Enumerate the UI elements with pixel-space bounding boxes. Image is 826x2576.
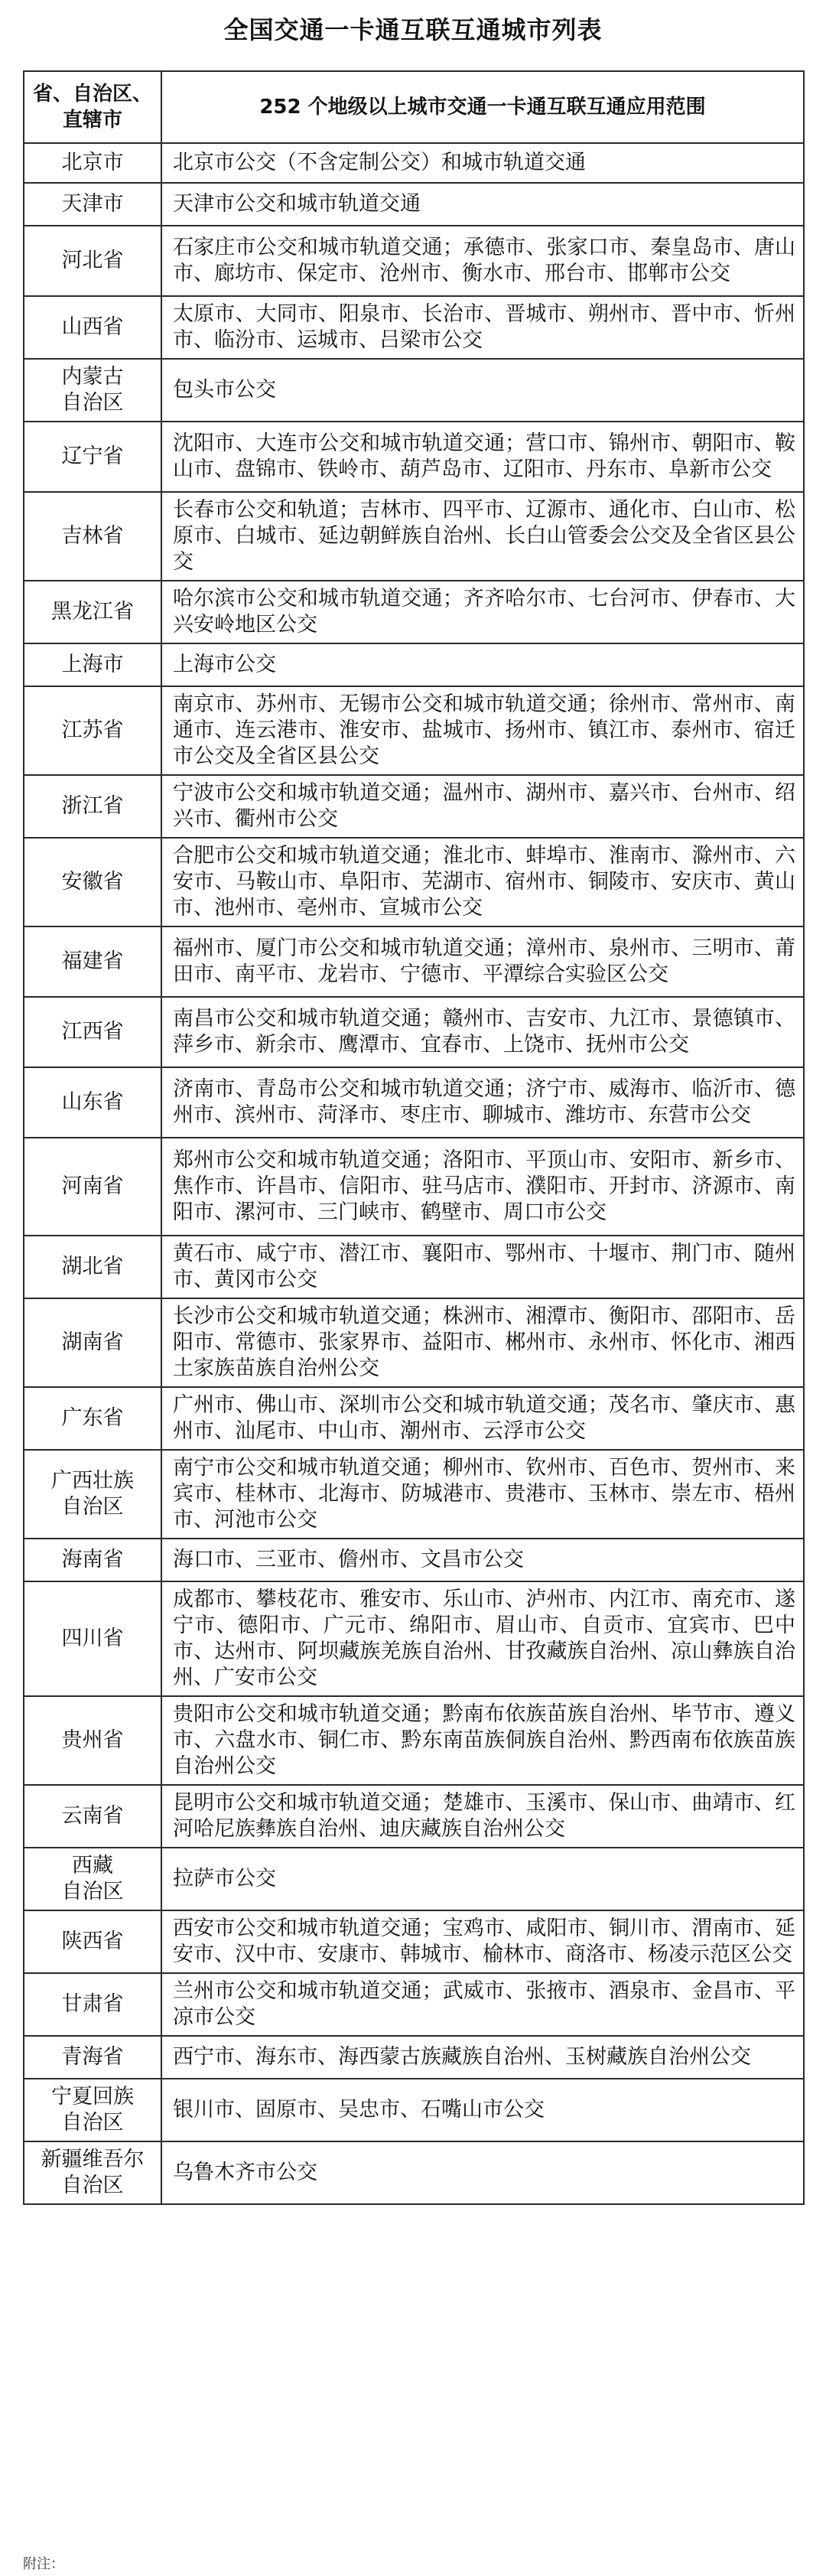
province-cell: 湖南省: [24, 1298, 161, 1387]
cities-cell: 太原市、大同市、阳泉市、长治市、晋城市、朔州市、晋中市、忻州市、临汾市、运城市、吕梁市公交: [161, 296, 804, 359]
table-row: [24, 492, 804, 581]
table-row: [24, 1785, 804, 1848]
city-list-table: [23, 70, 805, 2205]
table-header-row: [24, 71, 804, 143]
table-row: [24, 359, 804, 422]
province-cell: 贵州省: [24, 1696, 161, 1785]
header-province: 省、自治区、 直辖市: [24, 71, 161, 143]
table-row: [24, 226, 804, 296]
cities-cell: 南宁市公交和城市轨道交通；柳州市、钦州市、百色市、贺州市、来宾市、桂林市、北海市、防城港市、贵港市、玉林市、崇左市、梧州市、河池市公交: [161, 1450, 804, 1539]
cities-cell: 乌鲁木齐市公交: [161, 2141, 804, 2204]
province-cell: 广西壮族 自治区: [24, 1450, 161, 1539]
cities-cell: 兰州市公交和城市轨道交通；武威市、张掖市、酒泉市、金昌市、平凉市公交: [161, 1973, 804, 2036]
table-row: [24, 1387, 804, 1450]
table-row: [24, 1848, 804, 1910]
province-cell: 山西省: [24, 296, 161, 359]
table-row: [24, 997, 804, 1067]
cities-cell: 广州市、佛山市、深圳市公交和城市轨道交通；茂名市、肇庆市、惠州市、汕尾市、中山市、潮州市、云浮市公交: [161, 1387, 804, 1450]
cities-cell: 西安市公交和城市轨道交通；宝鸡市、咸阳市、铜川市、渭南市、延安市、汉中市、安康市、韩城市、榆林市、商洛市、杨凌示范区公交: [161, 1910, 804, 1973]
table-body: [24, 143, 804, 2204]
province-cell: 甘肃省: [24, 1973, 161, 2036]
cities-cell: 南京市、苏州市、无锡市公交和城市轨道交通；徐州市、常州市、南通市、连云港市、淮安市、盐城市、扬州市、镇江市、泰州市、宿迁市公交及全省区县公交: [161, 686, 804, 775]
cities-cell: 石家庄市公交和城市轨道交通；承德市、张家口市、秦皇岛市、唐山市、廊坊市、保定市、沧州市、衡水市、邢台市、邯郸市公交: [161, 226, 804, 296]
province-cell: 江西省: [24, 997, 161, 1067]
province-cell: 新疆维吾尔 自治区: [24, 2141, 161, 2204]
cities-cell: 银川市、固原市、吴忠市、石嘴山市公交: [161, 2079, 804, 2141]
province-cell: 安徽省: [24, 838, 161, 927]
table-row: [24, 1138, 804, 1236]
table-row: [24, 1450, 804, 1539]
cities-cell: 沈阳市、大连市公交和城市轨道交通；营口市、锦州市、朝阳市、鞍山市、盘锦市、铁岭市、葫芦岛市、辽阳市、丹东市、阜新市公交: [161, 422, 804, 492]
cities-cell: 哈尔滨市公交和城市轨道交通；齐齐哈尔市、七台河市、伊春市、大兴安岭地区公交: [161, 581, 804, 643]
table-row: [24, 2036, 804, 2079]
table-row: [24, 1298, 804, 1387]
cities-cell: 合肥市公交和城市轨道交通；淮北市、蚌埠市、淮南市、滁州市、六安市、马鞍山市、阜阳市、芜湖市、宿州市、铜陵市、安庆市、黄山市、池州市、亳州市、宣城市公交: [161, 838, 804, 927]
table-row: [24, 183, 804, 226]
cities-cell: 宁波市公交和城市轨道交通；温州市、湖州市、嘉兴市、台州市、绍兴市、衢州市公交: [161, 775, 804, 838]
province-cell: 吉林省: [24, 492, 161, 581]
table-row: [24, 1067, 804, 1138]
province-cell: 上海市: [24, 643, 161, 686]
province-cell: 四川省: [24, 1581, 161, 1696]
cities-cell: 北京市公交（不含定制公交）和城市轨道交通: [161, 143, 804, 183]
table-row: [24, 2141, 804, 2204]
cities-cell: 南昌市公交和城市轨道交通；赣州市、吉安市、九江市、景德镇市、萍乡市、新余市、鹰潭市、宜春市、上饶市、抚州市公交: [161, 997, 804, 1067]
province-cell: 云南省: [24, 1785, 161, 1848]
cities-cell: 包头市公交: [161, 359, 804, 422]
table-row: [24, 643, 804, 686]
cities-cell: 上海市公交: [161, 643, 804, 686]
cities-cell: 成都市、攀枝花市、雅安市、乐山市、泸州市、内江市、南充市、遂宁市、德阳市、广元市、绵阳市、眉山市、自贡市、宜宾市、巴中市、达州市、阿坝藏族羌族自治州、甘孜藏族自治州、凉山彝族自治州、广安市公交: [161, 1581, 804, 1696]
table-row: [24, 1581, 804, 1696]
province-cell: 广东省: [24, 1387, 161, 1450]
table-row: [24, 927, 804, 997]
province-cell: 海南省: [24, 1539, 161, 1581]
province-cell: 山东省: [24, 1067, 161, 1138]
table-row: [24, 686, 804, 775]
province-cell: 辽宁省: [24, 422, 161, 492]
cities-cell: 昆明市公交和城市轨道交通；楚雄市、玉溪市、保山市、曲靖市、红河哈尼族彝族自治州、迪庆藏族自治州公交: [161, 1785, 804, 1848]
table-row: [24, 775, 804, 838]
cities-cell: 长沙市公交和城市轨道交通；株洲市、湘潭市、衡阳市、邵阳市、岳阳市、常德市、张家界市、益阳市、郴州市、永州市、怀化市、湘西土家族苗族自治州公交: [161, 1298, 804, 1387]
footnote: 附注：: [23, 2556, 64, 2572]
province-cell: 江苏省: [24, 686, 161, 775]
province-cell: 陕西省: [24, 1910, 161, 1973]
cities-cell: 济南市、青岛市公交和城市轨道交通；济宁市、威海市、临沂市、德州市、滨州市、菏泽市、枣庄市、聊城市、潍坊市、东营市公交: [161, 1067, 804, 1138]
province-cell: 湖北省: [24, 1236, 161, 1298]
province-cell: 青海省: [24, 2036, 161, 2079]
table-row: [24, 1973, 804, 2036]
province-cell: 河北省: [24, 226, 161, 296]
table-row: [24, 1539, 804, 1581]
cities-cell: 福州市、厦门市公交和城市轨道交通；漳州市、泉州市、三明市、莆田市、南平市、龙岩市、宁德市、平潭综合实验区公交: [161, 927, 804, 997]
table-row: [24, 296, 804, 359]
cities-cell: 海口市、三亚市、儋州市、文昌市公交: [161, 1539, 804, 1581]
province-cell: 河南省: [24, 1138, 161, 1236]
header-scope: 252 个地级以上城市交通一卡通互联互通应用范围: [161, 71, 804, 143]
table-row: [24, 1236, 804, 1298]
cities-cell: 长春市公交和轨道；吉林市、四平市、辽源市、通化市、白山市、松原市、白城市、延边朝鲜族自治州、长白山管委会公交及全省区县公交: [161, 492, 804, 581]
cities-cell: 西宁市、海东市、海西蒙古族藏族自治州、玉树藏族自治州公交: [161, 2036, 804, 2079]
province-cell: 宁夏回族 自治区: [24, 2079, 161, 2141]
cities-cell: 郑州市公交和城市轨道交通；洛阳市、平顶山市、安阳市、新乡市、焦作市、许昌市、信阳市、驻马店市、濮阳市、开封市、济源市、南阳市、漯河市、三门峡市、鹤壁市、周口市公交: [161, 1138, 804, 1236]
cities-cell: 拉萨市公交: [161, 1848, 804, 1910]
table-row: [24, 1910, 804, 1973]
cities-cell: 黄石市、咸宁市、潜江市、襄阳市、鄂州市、十堰市、荆门市、随州市、黄冈市公交: [161, 1236, 804, 1298]
province-cell: 西藏 自治区: [24, 1848, 161, 1910]
cities-cell: 天津市公交和城市轨道交通: [161, 183, 804, 226]
province-cell: 内蒙古 自治区: [24, 359, 161, 422]
document-title: 全国交通一卡通互联互通城市列表: [223, 15, 603, 44]
province-cell: 天津市: [24, 183, 161, 226]
province-cell: 北京市: [24, 143, 161, 183]
province-cell: 黑龙江省: [24, 581, 161, 643]
table-row: [24, 838, 804, 927]
cities-cell: 贵阳市公交和城市轨道交通；黔南布依族苗族自治州、毕节市、遵义市、六盘水市、铜仁市、黔东南苗族侗族自治州、黔西南布依族苗族自治州公交: [161, 1696, 804, 1785]
table-row: [24, 2079, 804, 2141]
table-row: [24, 422, 804, 492]
province-cell: 浙江省: [24, 775, 161, 838]
table-row: [24, 1696, 804, 1785]
table-row: [24, 143, 804, 183]
province-cell: 福建省: [24, 927, 161, 997]
table-row: [24, 581, 804, 643]
